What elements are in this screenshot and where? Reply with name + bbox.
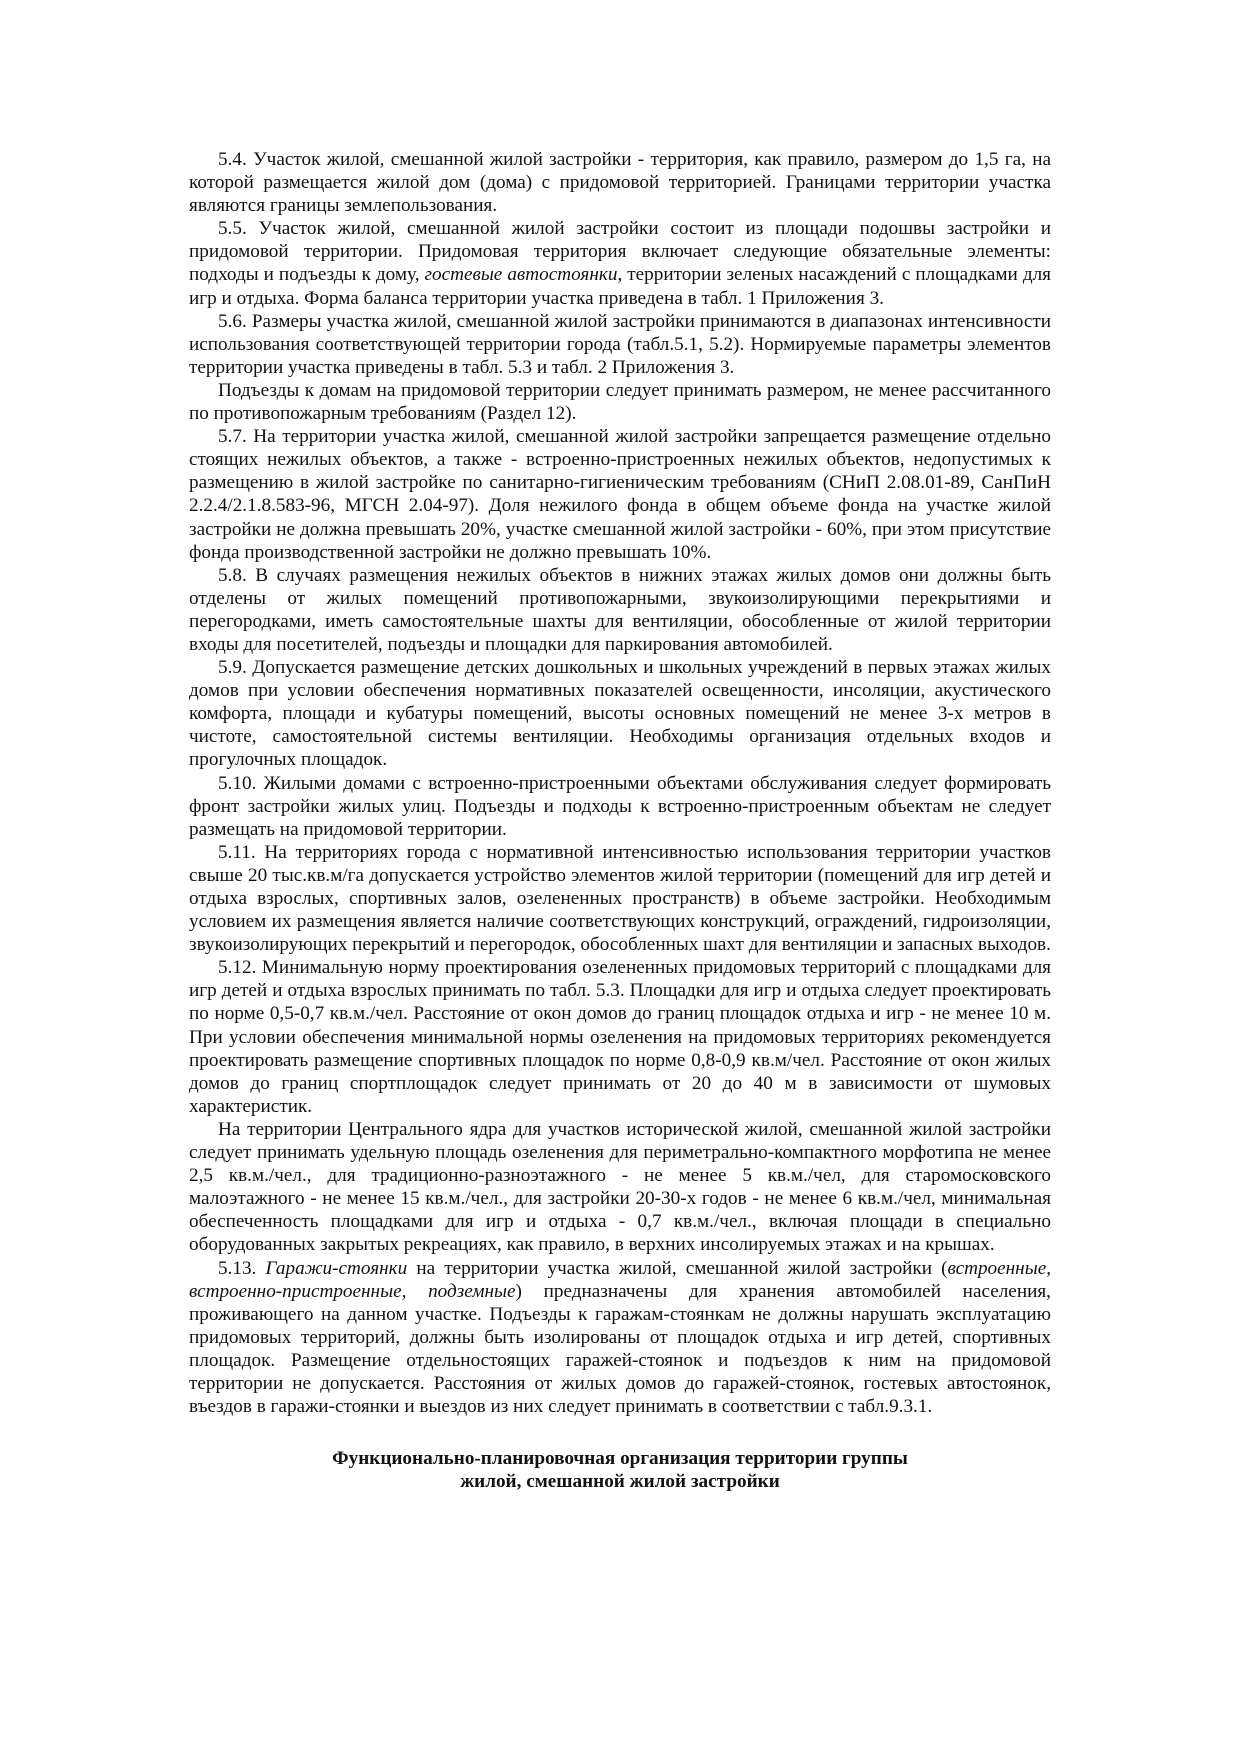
paragraph-5-4 [189,148,1051,217]
section-heading [189,1447,1051,1493]
paragraph-text: 5.7. На территории участка жилой, смешанной жилой застройки запрещается размещение отдельно стоящих нежилых объектов, а также - встроенно-пристроенных нежилых объектов, недопустимых к размещению в жилой застройке по санитарно-гигиеническим требованиям (СНиП 2.08.01-89, СанПиН 2.2.4/2.1.8.583-96, МГСН 2.04-97). Доля нежилого фонда в общем объеме фонда на участке жилой застройки не должна превышать 20%, участке смешанной жилой застройки - 60%, при этом присутствие фонда производственной застройки не должно превышать 10%. [189,426,1051,563]
paragraph-text: На территории Центрального ядра для участков исторической жилой, смешанной жилой застройки следует принимать удельную площадь озеленения для периметрально-компактного морфотипа не менее 2,5 кв.м./чел., для традиционно-разноэтажного - не менее 5 кв.м./чел, для старомосковского малоэтажного - не менее 15 кв.м./чел., для застройки 20-30-х годов - не менее 6 кв.м./чел, минимальная обеспеченность площадками для игр и отдыха - 0,7 кв.м./чел., включая площади в специально оборудованных закрытых рекреациях, как правило, в верхних инсолируемых этажах и на крышах. [189,1118,1051,1256]
paragraph-5-9 [189,656,1051,771]
paragraph-5-13 [189,1257,1051,1419]
paragraph-text: 5.13. [218,1257,266,1279]
paragraph-5-12 [189,956,1051,1118]
paragraph-5-6-b [189,379,1051,425]
paragraph-text: ) предназначены для хранения автомобилей населения, проживающего на данном участке. Подъезды к гаражам-стоянкам не должны нарушать эксплуатацию придомовых территорий, должны быть изолированы от площадок отдыха и игр детей, спортивных площадок. Размещение отдельностоящих гаражей-стоянок и подъездов к ним на придомовой территории не допускается. Расстояния от жилых домов до гаражей-стоянок, гостевых автостоянок, въездов в гаражи-стоянки и выездов из них следует принимать в соответствии с табл.9.3.1. [189,1280,1051,1418]
paragraph-text: на территории участка жилой, смешанной жилой застройки ( [407,1257,948,1279]
paragraph-5-11 [189,841,1051,956]
paragraph-text: 5.4. Участок жилой, смешанной жилой застройки - территория, как правило, размером до 1,5 га, на которой размещается жилой дом (дома) с придомовой территорией. Границами территории участка являются границы землепользования. [189,149,1051,217]
paragraph-5-12-b [189,1118,1051,1257]
paragraph-list [189,148,1051,1418]
italic-term: Гаражи-стоянки [265,1257,408,1279]
paragraph-text: 5.11. На территориях города с нормативной интенсивностью использования территории участков свыше 20 тыс.кв.м/га допускается устройство элементов жилой территории (помещений для игр детей и отдыха взрослых, спортивных залов, озелененных пространств) в объеме застройки. Необходимым условием их размещения является наличие соответствующих конструкций, ограждений, гидроизоляции, звукоизолирующих перекрытий и перегородок, обособленных шахт для вентиляции и запасных выходов. [189,841,1051,956]
paragraph-text: 5.5. Участок жилой, смешанной жилой застройки состоит из площади подошвы застройки и придомовой территории. Придомовая территория включает следующие обязательные элементы: подходы и подъезды к дому, [189,218,1051,286]
paragraph-text: 5.8. В случаях размещения нежилых объектов в нижних этажах жилых домов они должны быть отделены от жилых помещений противопожарными, звукоизолирующими перекрытиями и перегородками, иметь самостоятельные шахты для вентиляции, обособленные от жилой территории входы для посетителей, подъезды и площадки для паркирования автомобилей. [189,564,1051,655]
paragraph-text: 5.9. Допускается размещение детских дошкольных и школьных учреждений в первых этажах жилых домов при условии обеспечения нормативных показателей освещенности, инсоляции, акустического комфорта, площади и кубатуры помещений, высоты основных помещений не менее 3-х метров в чистоте, самостоятельной системы вентиляции. Необходимы организация отдельных входов и прогулочных площадок. [189,657,1051,771]
paragraph-5-10 [189,772,1051,841]
paragraph-text: , территории зеленых насаждений с площадками для игр и отдыха. Форма баланса территории участка приведена в табл. 1 Приложения 3. [189,264,1051,309]
paragraph-text: 5.10. Жилыми домами с встроенно-пристроенными объектами обслуживания следует формировать фронт застройки жилых улиц. Подъезды и подходы к встроенно-пристроенным объектам не следует размещать на придомовой территории. [189,772,1051,840]
paragraph-5-8 [189,564,1051,656]
section-heading-line-2: жилой, смешанной жилой застройки [460,1471,780,1493]
document-body [189,148,1051,1493]
paragraph-5-5 [189,217,1051,309]
italic-term: гостевые автостоянки [424,264,618,286]
italic-term: встроенные, встроенно-пристроенные, подземные [189,1257,1052,1302]
section-heading-line-1: Функционально-планировочная организация территории группы [332,1448,908,1470]
paragraph-text: 5.6. Размеры участка жилой, смешанной жилой застройки принимаются в диапазонах интенсивности использования соответствующей территории города (табл.5.1, 5.2). Нормируемые параметры элементов территории участка приведены в табл. 5.3 и табл. 2 Приложения 3. [189,310,1051,378]
paragraph-5-7 [189,425,1051,564]
paragraph-text: 5.12. Минимальную норму проектирования озелененных придомовых территорий с площадками для игр детей и отдыха взрослых принимать по табл. 5.3. Площадки для игр и отдыха следует проектировать по норме 0,5-0,7 кв.м./чел. Расстояние от окон домов до границ площадок отдыха и игр - не менее 10 м. При условии обеспечения минимальной нормы озеленения на придомовых территориях рекомендуется проектировать размещение спортивных площадок по норме 0,8-0,9 кв.м/чел. Расстояние от окон жилых домов до границ спортплощадок следует принимать от 20 до 40 м в зависимости от шумовых характеристик. [189,957,1051,1117]
paragraph-5-6 [189,310,1051,379]
paragraph-text: Подъезды к домам на придомовой территории следует принимать размером, не менее рассчитанного по противопожарным требованиям (Раздел 12). [189,379,1051,425]
